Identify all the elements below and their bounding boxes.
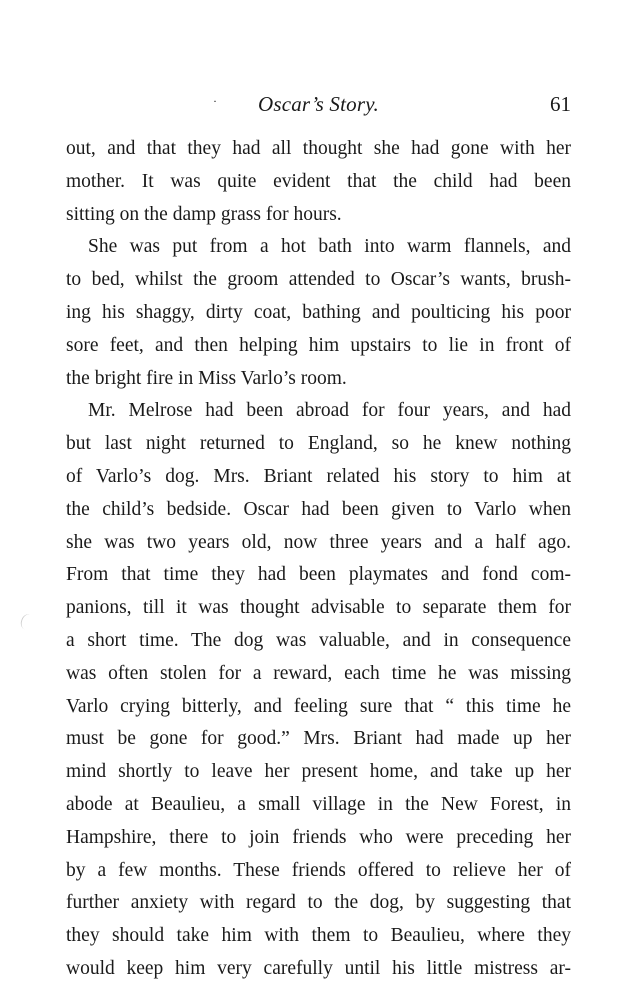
text-line: out, and that they had all thought she had gone with her: [66, 138, 571, 159]
text-line: would keep him very carefully until his little mistress ar-: [66, 957, 571, 979]
text-line: to bed, whilst the groom attended to Oscar’s wants, brush-: [66, 269, 571, 291]
text-line: further anxiety with regard to the dog, by suggesting that: [66, 892, 571, 914]
text-line: ing his shaggy, dirty coat, bathing and poulticing his poor: [66, 301, 571, 323]
text-line: Mr. Melrose had been abroad for four years, and had: [88, 400, 571, 422]
paper-speck: [19, 612, 37, 631]
text-line: panions, till it was thought advisable to separate them for: [66, 597, 571, 619]
text-line: Hampshire, there to join friends who were preceding her: [66, 826, 571, 848]
page-number: 61: [550, 92, 571, 116]
text-line: must be gone for good.” Mrs. Briant had made up her: [66, 728, 571, 750]
text-line: she was two years old, now three years and a half ago.: [66, 531, 571, 553]
text-line: sore feet, and then helping him upstairs to lie in front of: [66, 334, 571, 356]
printing-dot: ·: [213, 94, 217, 108]
text-line: a short time. The dog was valuable, and in consequence: [66, 629, 571, 651]
text-line: the child’s bedside. Oscar had been given to Varlo when: [66, 498, 571, 520]
page-header: [66, 92, 571, 126]
text-line: sitting on the damp grass for hours.: [66, 203, 342, 225]
text-line: the bright fire in Miss Varlo’s room.: [66, 367, 347, 389]
text-line: was often stolen for a reward, each time he was missing: [66, 662, 571, 684]
text-line: mind shortly to leave her present home, and take up her: [66, 761, 571, 783]
text-line: abode at Beaulieu, a small village in the New Forest, in: [66, 793, 571, 815]
text-line: of Varlo’s dog. Mrs. Briant related his story to him at: [66, 465, 571, 487]
text-line: From that time they had been playmates and fond com-: [66, 564, 571, 586]
running-title: Oscar’s Story.: [257, 92, 380, 116]
text-line: She was put from a hot bath into warm flannels, and: [88, 236, 571, 258]
text-line: they should take him with them to Beaulieu, where they: [66, 925, 571, 947]
text-line: by a few months. These friends offered to relieve her of: [66, 859, 571, 881]
text-line: but last night returned to England, so he knew nothing: [66, 433, 571, 455]
text-line: Varlo crying bitterly, and feeling sure that “ this time he: [66, 695, 571, 717]
body-text: [66, 133, 571, 986]
text-line: mother. It was quite evident that the child had been: [66, 170, 571, 192]
